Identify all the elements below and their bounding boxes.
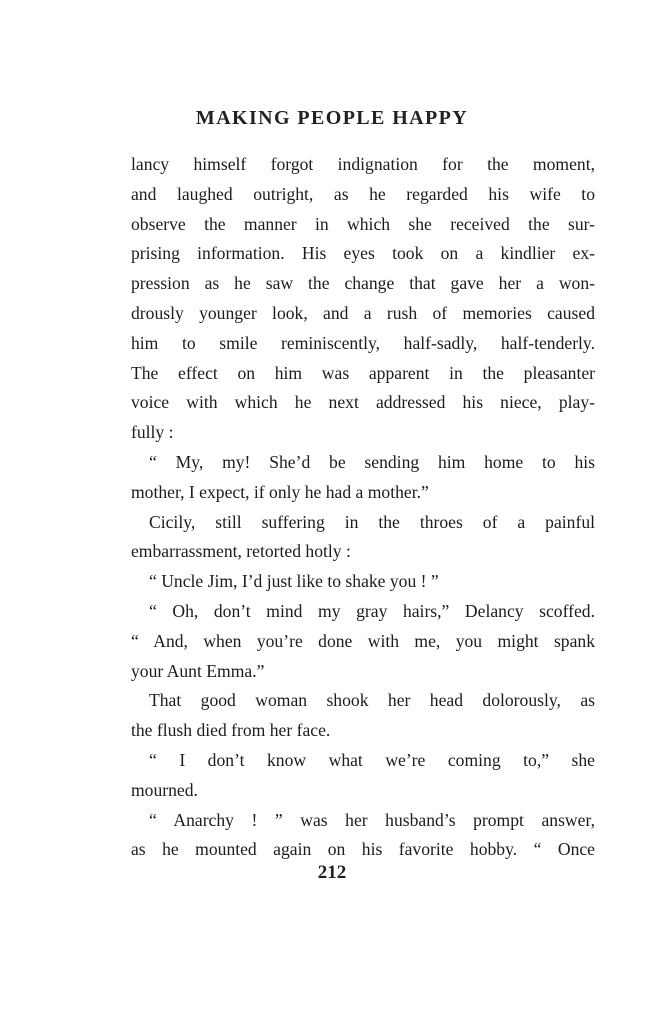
text-line: the flush died from her face.: [131, 720, 331, 741]
text-line: The effect on him was apparent in the pleasanter: [131, 362, 595, 383]
text-line: and laughed outright, as he regarded his wife to: [131, 183, 595, 204]
text-line: mother, I expect, if only he had a mother.”: [131, 481, 429, 502]
text-line: “ My, my! She’d be sending him home to his: [149, 451, 595, 472]
text-line: “ Uncle Jim, I’d just like to shake you ! ”: [149, 571, 439, 592]
text-line: drously younger look, and a rush of memories caused: [131, 302, 595, 323]
text-line: “ I don’t know what we’re coming to,” she: [149, 749, 595, 770]
text-line: prising information. His eyes took on a kindlier ex-: [131, 243, 595, 264]
running-header: MAKING PEOPLE HAPPY: [195, 107, 469, 129]
page-number: 212: [317, 862, 347, 883]
text-line: fully :: [131, 422, 174, 443]
text-line: Cicily, still suffering in the throes of a painful: [149, 511, 595, 532]
text-line: voice with which he next addressed his niece, play-: [131, 392, 595, 413]
text-line: embarrassment, retorted hotly :: [131, 541, 351, 562]
text-line: observe the manner in which she received the sur-: [131, 213, 595, 234]
text-line: “ Anarchy ! ” was her husband’s prompt answer,: [149, 809, 595, 830]
text-line: “ And, when you’re done with me, you might spank: [131, 630, 595, 651]
text-line: mourned.: [131, 779, 198, 800]
body-text: [131, 150, 595, 865]
text-line: him to smile reminiscently, half-sadly, half-tenderly.: [131, 332, 595, 353]
text-line: pression as he saw the change that gave her a won-: [131, 273, 595, 294]
text-line: “ Oh, don’t mind my gray hairs,” Delancy scoffed.: [149, 600, 595, 621]
text-line: your Aunt Emma.”: [131, 660, 265, 681]
text-line: That good woman shook her head dolorously, as: [149, 690, 595, 711]
text-line: as he mounted again on his favorite hobby. “ Once: [131, 839, 595, 860]
text-line: lancy himself forgot indignation for the moment,: [131, 154, 595, 174]
